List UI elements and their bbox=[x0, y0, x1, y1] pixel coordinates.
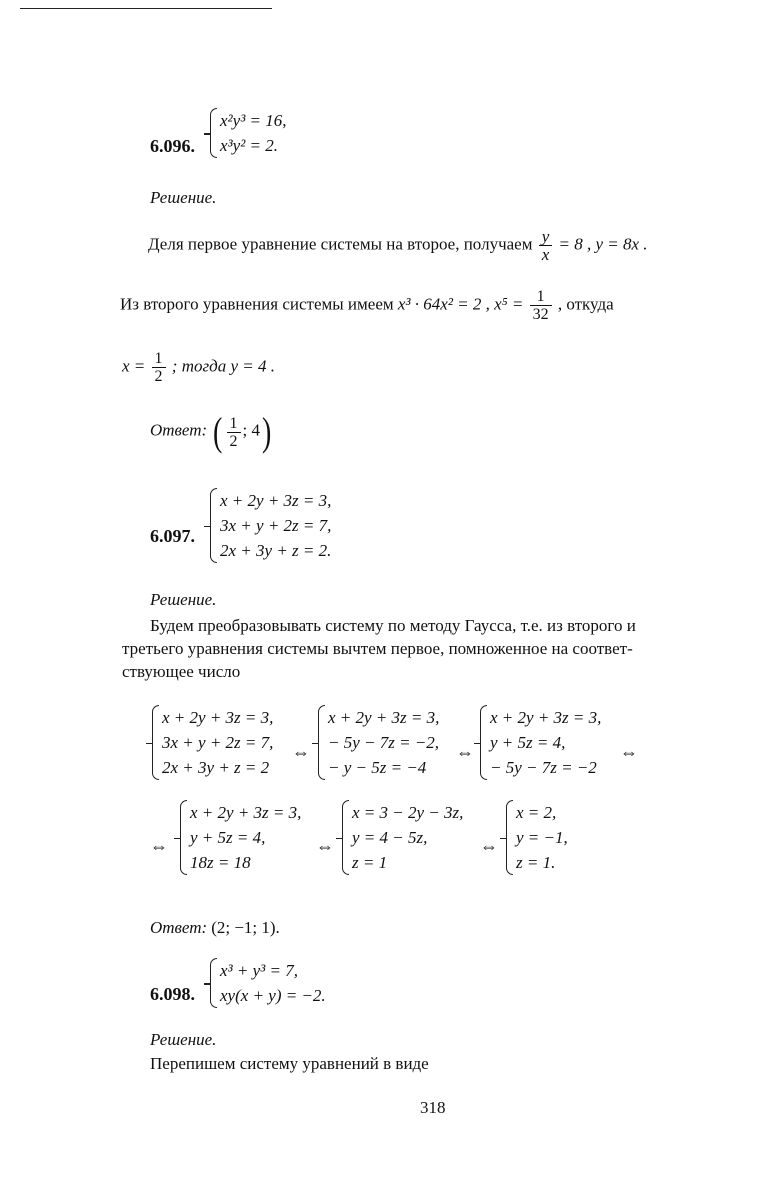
brace-icon bbox=[318, 705, 325, 780]
equivalence-icon: ⇔ bbox=[480, 836, 498, 856]
brace-icon bbox=[342, 800, 349, 875]
line-tail: , откуда bbox=[557, 294, 614, 314]
equation: y = 4 − 5z, bbox=[352, 828, 428, 847]
paragraph-line: Перепишем систему уравнений в виде bbox=[150, 1054, 429, 1073]
brace-icon bbox=[210, 108, 217, 158]
expression: = 8 , y = 8x . bbox=[558, 234, 648, 254]
paragraph-line: ствующее число bbox=[122, 662, 241, 681]
equation: x + 2y + 3z = 3, bbox=[490, 708, 602, 727]
equation: − y − 5z = −4 bbox=[328, 758, 427, 777]
equivalence-icon: ⇔ bbox=[292, 742, 310, 762]
answer bbox=[150, 409, 273, 454]
problem-number: 6.096. bbox=[150, 136, 195, 156]
equation-system bbox=[210, 108, 287, 158]
expression: x³ · 64x² = 2 , x⁵ = bbox=[397, 294, 524, 314]
brace-icon bbox=[210, 488, 217, 563]
page-number: 318 bbox=[420, 1098, 446, 1117]
brace-icon bbox=[210, 958, 217, 1008]
line-text: Деля первое уравнение системы на второе, получаем bbox=[148, 234, 533, 254]
answer bbox=[150, 918, 280, 938]
equation: y + 5z = 4, bbox=[190, 828, 266, 847]
equation: 2x + 3y + z = 2. bbox=[220, 541, 332, 560]
line-text: Из второго уравнения системы имеем bbox=[120, 294, 394, 314]
equation: z = 1. bbox=[516, 853, 556, 872]
equation: x = 3 − 2y − 3z, bbox=[352, 803, 464, 822]
equation: x + 2y + 3z = 3, bbox=[162, 708, 274, 727]
equation: x³ + y³ = 7, bbox=[220, 961, 298, 980]
problem-number: 6.098. bbox=[150, 984, 195, 1004]
equation-system bbox=[318, 705, 439, 780]
equation: x + 2y + 3z = 3, bbox=[220, 491, 332, 510]
equation: x + 2y + 3z = 3, bbox=[328, 708, 440, 727]
equation-system bbox=[480, 705, 601, 780]
equation-system bbox=[210, 958, 326, 1008]
solution-label: Решение. bbox=[150, 1030, 217, 1049]
equation: xy(x + y) = −2. bbox=[220, 986, 326, 1005]
equation-system bbox=[342, 800, 463, 875]
fraction: $\frac{1}{2}$ bbox=[152, 350, 166, 385]
equation: 18z = 18 bbox=[190, 853, 251, 872]
equation: 3x + y + 2z = 7, bbox=[162, 733, 274, 752]
paragraph-line: Будем преобразовывать систему по методу Гаусса, т.е. из второго и bbox=[150, 616, 636, 635]
expression: ; тогда y = 4 . bbox=[171, 356, 275, 376]
equation: 2x + 3y + z = 2 bbox=[162, 758, 270, 777]
equation: z = 1 bbox=[352, 853, 388, 872]
solution-line bbox=[120, 288, 614, 323]
brace-icon bbox=[480, 705, 487, 780]
solution-line bbox=[148, 228, 648, 263]
equation-system bbox=[210, 488, 331, 563]
equation-system bbox=[506, 800, 568, 875]
equivalence-icon: ⇔ bbox=[620, 742, 638, 762]
equation: x + 2y + 3z = 3, bbox=[190, 803, 302, 822]
equation: y + 5z = 4, bbox=[490, 733, 566, 752]
equation-system bbox=[180, 800, 301, 875]
equation: − 5y − 7z = −2 bbox=[490, 758, 597, 777]
equation: x²y³ = 16, bbox=[220, 111, 287, 130]
brace-icon bbox=[506, 800, 513, 875]
paren-icon: ( bbox=[213, 409, 223, 454]
equation: y = −1, bbox=[516, 828, 568, 847]
fraction: $\frac{1}{2}$ bbox=[227, 415, 241, 450]
answer-label: Ответ: bbox=[150, 918, 208, 937]
answer-value: (2; −1; 1). bbox=[211, 918, 280, 937]
equivalence-icon: ⇔ bbox=[150, 836, 168, 856]
solution-label: Решение. bbox=[150, 590, 217, 609]
answer-value: ; 4 bbox=[242, 420, 261, 440]
top-rule bbox=[20, 8, 272, 9]
fraction: $\frac{y}{x}$ bbox=[539, 228, 553, 263]
equivalence-icon: ⇔ bbox=[316, 836, 334, 856]
answer-label: Ответ: bbox=[150, 420, 208, 440]
expression: x = bbox=[122, 356, 146, 376]
equivalence-icon: ⇔ bbox=[456, 742, 474, 762]
fraction: $\frac{1}{32}$ bbox=[530, 288, 552, 323]
equation-system bbox=[152, 705, 273, 780]
equation: x³y² = 2. bbox=[220, 136, 279, 155]
paragraph-line: третьего уравнения системы вычтем первое, помноженное на соответ- bbox=[122, 639, 633, 658]
brace-icon bbox=[180, 800, 187, 875]
equation: x = 2, bbox=[516, 803, 557, 822]
solution-line bbox=[122, 350, 275, 385]
problem-number: 6.097. bbox=[150, 526, 195, 546]
solution-label: Решение. bbox=[150, 188, 217, 207]
brace-icon bbox=[152, 705, 159, 780]
equation: − 5y − 7z = −2, bbox=[328, 733, 440, 752]
equation: 3x + y + 2z = 7, bbox=[220, 516, 332, 535]
paren-icon: ) bbox=[262, 409, 272, 454]
